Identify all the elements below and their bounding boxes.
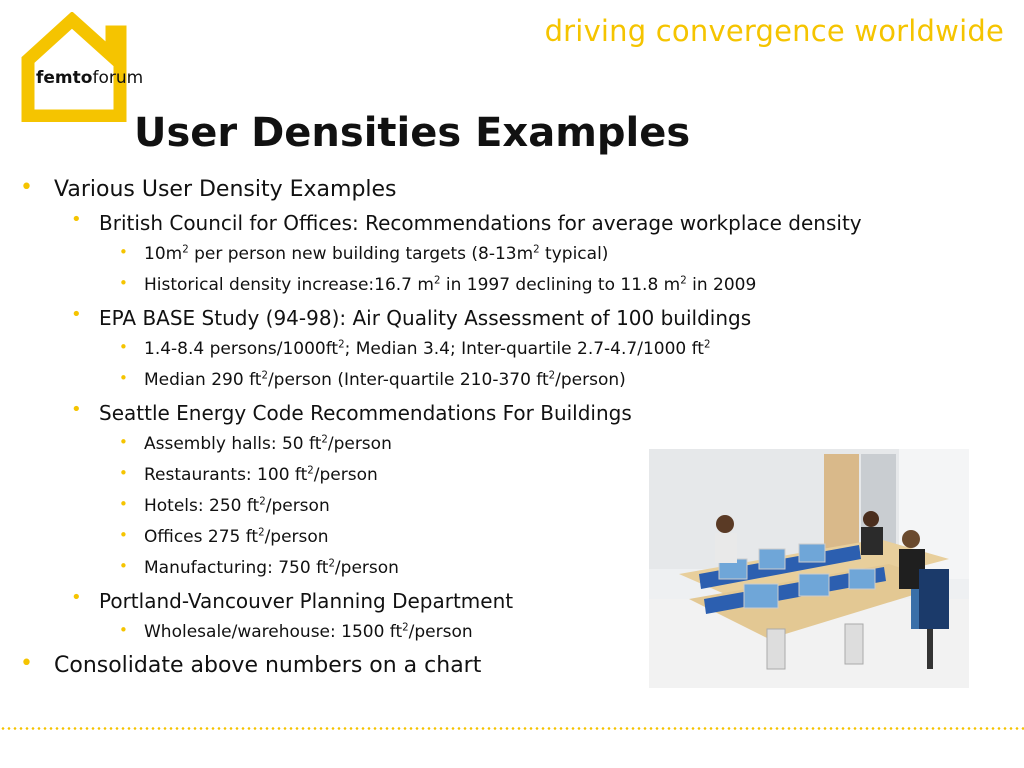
bullet-icon: • xyxy=(71,304,82,325)
list-item: • 1.4-8.4 persons/$1000ft^2$; Median 3.4; Inter-quartile 2.7-4.7/1000 $ft^2$ xyxy=(119,338,711,359)
logo-text-bold: femto xyxy=(36,68,93,88)
list-item: • Wholesale/warehouse: 1500 $ft^2$/person xyxy=(119,621,473,642)
bullet-icon: • xyxy=(20,651,33,676)
bullet-icon: • xyxy=(119,495,128,513)
logo-text-light: forum xyxy=(92,68,144,88)
list-item: • EPA BASE Study (94-98): Air Quality Assessment of 100 buildings xyxy=(71,304,752,330)
page-title: User Densities Examples xyxy=(134,110,691,156)
bullet-icon: • xyxy=(119,338,128,356)
bullet-icon: • xyxy=(119,369,128,387)
list-item: • Assembly halls: 50 $ft^2$/person xyxy=(119,433,392,454)
femtoforum-logo xyxy=(20,12,144,122)
list-item: • Consolidate above numbers on a chart xyxy=(20,651,482,678)
house-logo-icon xyxy=(20,12,140,122)
list-item: • Offices 275 $ft^2$/person xyxy=(119,526,329,547)
bullet-icon: • xyxy=(119,433,128,451)
bullet-icon: • xyxy=(119,464,128,482)
bullet-icon: • xyxy=(119,526,128,544)
footer-divider xyxy=(0,727,1024,730)
bullet-icon: • xyxy=(71,399,82,420)
list-item: • Various User Density Examples xyxy=(20,175,397,202)
tagline: driving convergence worldwide xyxy=(544,14,1004,48)
list-item: • Hotels: 250 $ft^2$/person xyxy=(119,495,330,516)
office-photo xyxy=(649,449,969,688)
list-item: • Historical density increase:16.7 $m^2$ in 1997 declining to 11.8 $m^2$ in 2009 xyxy=(119,274,757,295)
bullet-icon: • xyxy=(119,621,128,639)
list-item: • Seattle Energy Code Recommendations For Buildings xyxy=(71,399,632,425)
bullet-icon: • xyxy=(20,175,33,200)
list-item: • $10m^2$ per person new building targets ($8-13m^2$ typical) xyxy=(119,243,609,264)
bullet-icon: • xyxy=(119,557,128,575)
bullet-icon: • xyxy=(71,587,82,608)
bullet-icon: • xyxy=(119,243,128,261)
list-item: • Portland-Vancouver Planning Department xyxy=(71,587,514,613)
bullet-icon: • xyxy=(119,274,128,292)
list-item: • British Council for Offices: Recommendations for average workplace density xyxy=(71,209,862,235)
bullet-icon: • xyxy=(71,209,82,230)
list-item: • Restaurants: 100 $ft^2$/person xyxy=(119,464,378,485)
list-item: • Median 290 $ft^2$/person (Inter-quartile 210-370 $ft^2/person$) xyxy=(119,369,626,390)
list-item: • Manufacturing: 750 $ft^2$/person xyxy=(119,557,399,578)
